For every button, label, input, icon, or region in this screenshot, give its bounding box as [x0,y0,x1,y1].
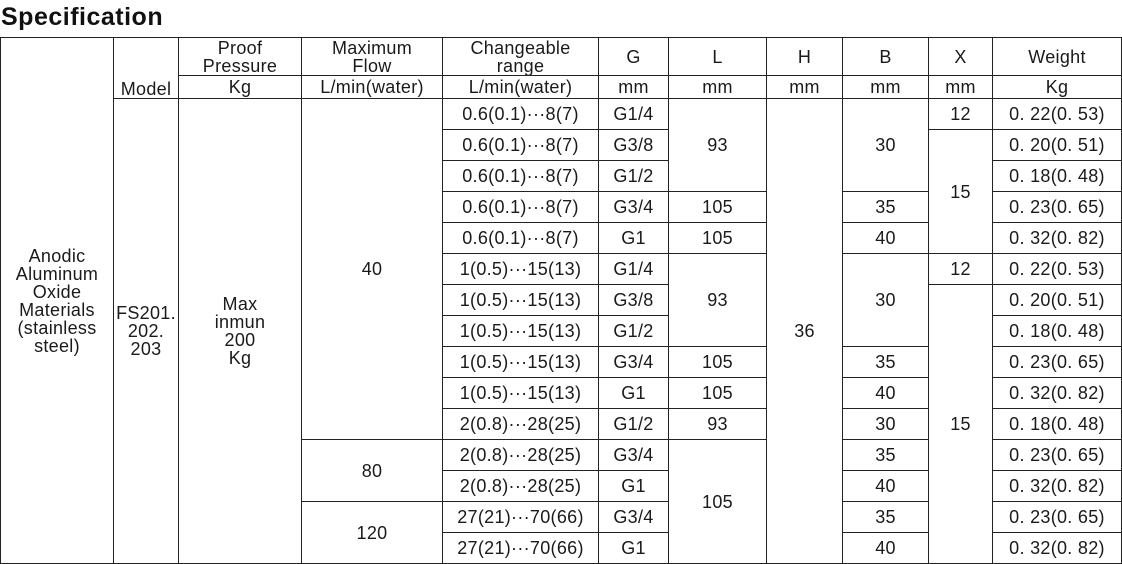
unit-weight: Kg [993,76,1122,99]
weight-cell: 0. 18(0. 48) [993,316,1122,347]
header-l: L [669,38,767,76]
range-cell: 1(0.5)···15(13) [443,378,599,409]
model-cell: FS201. 202. 203 [114,99,179,564]
range-cell: 2(0.8)···28(25) [443,440,599,471]
g-cell: G1/2 [599,409,669,440]
header-model: Model [114,38,179,99]
g-cell: G3/4 [599,192,669,223]
range-cell: 1(0.5)···15(13) [443,285,599,316]
weight-cell: 0. 22(0. 53) [993,254,1122,285]
l-cell: 105 [669,347,767,378]
b-cell: 30 [843,409,929,440]
unit-flow: L/min(water) [302,76,443,99]
max-flow-cell: 40 [302,99,443,440]
g-cell: G3/4 [599,347,669,378]
range-cell: 0.6(0.1)···8(7) [443,99,599,130]
header-changeable-range: Changeable range [443,38,599,76]
x-cell: 15 [929,130,993,254]
page-title: Specification [1,3,164,31]
range-cell: 1(0.5)···15(13) [443,254,599,285]
header-b: B [843,38,929,76]
header-x: X [929,38,993,76]
unit-l: mm [669,76,767,99]
g-cell: G1 [599,471,669,502]
unit-pressure: Kg [179,76,302,99]
unit-h: mm [767,76,843,99]
l-cell: 105 [669,378,767,409]
g-cell: G1 [599,223,669,254]
l-cell: 105 [669,223,767,254]
b-cell: 35 [843,192,929,223]
h-cell: 36 [767,99,843,564]
unit-range: L/min(water) [443,76,599,99]
range-cell: 0.6(0.1)···8(7) [443,161,599,192]
l-cell: 105 [669,192,767,223]
range-cell: 27(21)···70(66) [443,502,599,533]
weight-cell: 0. 18(0. 48) [993,161,1122,192]
weight-cell: 0. 23(0. 65) [993,502,1122,533]
range-cell: 27(21)···70(66) [443,533,599,564]
b-cell: 40 [843,378,929,409]
proof-pressure-cell: Max inmun 200 Kg [179,99,302,564]
g-cell: G3/4 [599,502,669,533]
weight-cell: 0. 32(0. 82) [993,378,1122,409]
range-cell: 0.6(0.1)···8(7) [443,223,599,254]
range-cell: 2(0.8)···28(25) [443,471,599,502]
x-cell: 12 [929,99,993,130]
unit-b: mm [843,76,929,99]
weight-cell: 0. 32(0. 82) [993,533,1122,564]
x-cell: 15 [929,285,993,564]
header-weight: Weight [993,38,1122,76]
weight-cell: 0. 20(0. 51) [993,130,1122,161]
header-proof-pressure: Proof Pressure [179,38,302,76]
b-cell: 40 [843,533,929,564]
weight-cell: 0. 32(0. 82) [993,223,1122,254]
g-cell: G1/2 [599,316,669,347]
b-cell: 30 [843,99,929,192]
b-cell: 30 [843,254,929,347]
b-cell: 40 [843,223,929,254]
weight-cell: 0. 32(0. 82) [993,471,1122,502]
header-h: H [767,38,843,76]
header-maximum-flow: Maximum Flow [302,38,443,76]
l-cell: 93 [669,254,767,347]
weight-cell: 0. 22(0. 53) [993,99,1122,130]
g-cell: G3/8 [599,130,669,161]
b-cell: 35 [843,440,929,471]
max-flow-cell: 80 [302,440,443,502]
x-cell: 12 [929,254,993,285]
specification-table [0,37,1122,564]
b-cell: 35 [843,502,929,533]
material-cell: Anodic Aluminum Oxide Materials (stainless steel) [1,38,114,564]
l-cell: 105 [669,440,767,564]
g-cell: G1/4 [599,99,669,130]
g-cell: G1/2 [599,161,669,192]
range-cell: 0.6(0.1)···8(7) [443,130,599,161]
range-cell: 2(0.8)···28(25) [443,409,599,440]
weight-cell: 0. 20(0. 51) [993,285,1122,316]
weight-cell: 0. 18(0. 48) [993,409,1122,440]
g-cell: G3/4 [599,440,669,471]
unit-x: mm [929,76,993,99]
weight-cell: 0. 23(0. 65) [993,440,1122,471]
max-flow-cell: 120 [302,502,443,564]
g-cell: G1/4 [599,254,669,285]
g-cell: G1 [599,378,669,409]
b-cell: 40 [843,471,929,502]
range-cell: 0.6(0.1)···8(7) [443,192,599,223]
weight-cell: 0. 23(0. 65) [993,347,1122,378]
weight-cell: 0. 23(0. 65) [993,192,1122,223]
range-cell: 1(0.5)···15(13) [443,316,599,347]
g-cell: G1 [599,533,669,564]
range-cell: 1(0.5)···15(13) [443,347,599,378]
l-cell: 93 [669,409,767,440]
unit-g: mm [599,76,669,99]
header-g: G [599,38,669,76]
l-cell: 93 [669,99,767,192]
b-cell: 35 [843,347,929,378]
g-cell: G3/8 [599,285,669,316]
